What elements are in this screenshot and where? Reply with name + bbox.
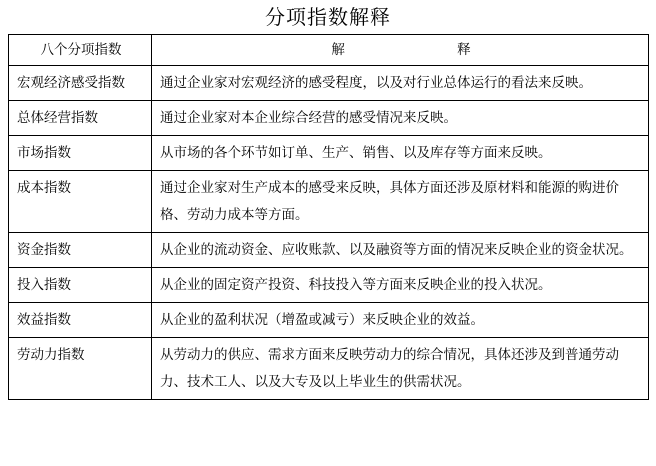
table-row	[9, 136, 649, 171]
table-row	[9, 101, 649, 136]
index-name-cell: 市场指数	[9, 136, 152, 171]
explanation-cell: 通过企业家对宏观经济的感受程度，以及对行业总体运行的看法来反映。	[152, 66, 649, 101]
explanation-cell: 通过企业家对本企业综合经营的感受情况来反映。	[152, 101, 649, 136]
header-index-name: 八个分项指数	[9, 35, 152, 66]
explanation-cell: 从企业的盈利状况（增盈或减亏）来反映企业的效益。	[152, 303, 649, 338]
table-row	[9, 66, 649, 101]
table-row	[9, 268, 649, 303]
index-name-cell: 效益指数	[9, 303, 152, 338]
table-row	[9, 171, 649, 233]
explanation-cell: 从市场的各个环节如订单、生产、销售、以及库存等方面来反映。	[152, 136, 649, 171]
explanation-cell: 从劳动力的供应、需求方面来反映劳动力的综合情况，具体还涉及到普通劳动力、技术工人、以及大专及以上毕业生的供需状况。	[152, 338, 649, 400]
index-name-cell: 投入指数	[9, 268, 152, 303]
explanation-cell: 从企业的流动资金、应收账款、以及融资等方面的情况来反映企业的资金状况。	[152, 233, 649, 268]
header-explanation: 解 释	[152, 35, 649, 66]
table-row	[9, 233, 649, 268]
document-title: 分项指数解释	[265, 5, 391, 29]
index-name-cell: 总体经营指数	[9, 101, 152, 136]
index-name-cell: 劳动力指数	[9, 338, 152, 400]
table-row	[9, 303, 649, 338]
table-row	[9, 338, 649, 400]
index-name-cell: 资金指数	[9, 233, 152, 268]
index-name-cell: 宏观经济感受指数	[9, 66, 152, 101]
table-header-row	[9, 35, 649, 66]
index-name-cell: 成本指数	[9, 171, 152, 233]
index-explanation-table	[8, 34, 649, 400]
explanation-cell: 从企业的固定资产投资、科技投入等方面来反映企业的投入状况。	[152, 268, 649, 303]
explanation-cell: 通过企业家对生产成本的感受来反映，具体方面还涉及原材料和能源的购进价格、劳动力成本等方面。	[152, 171, 649, 233]
